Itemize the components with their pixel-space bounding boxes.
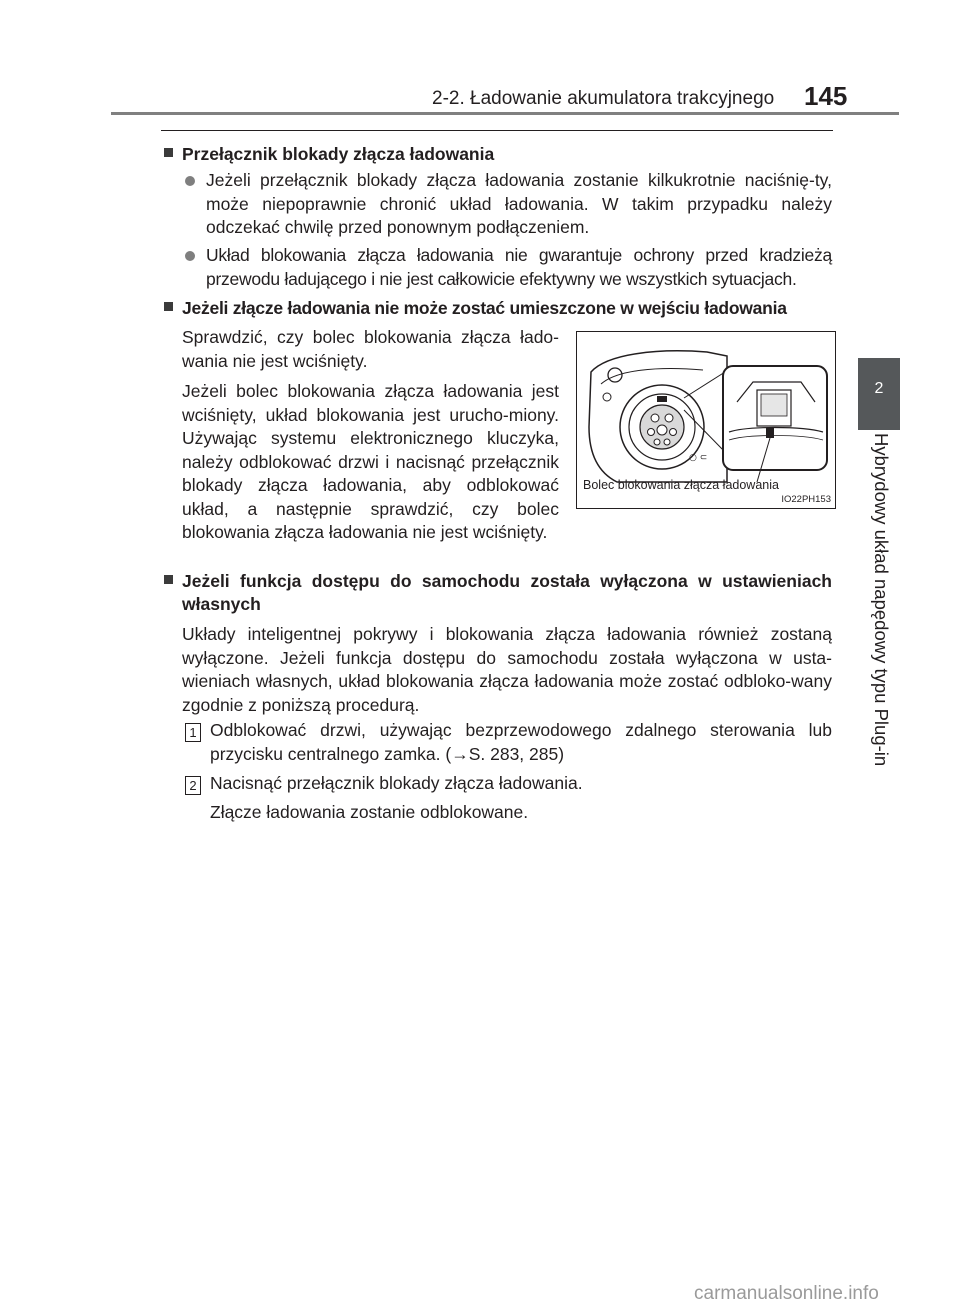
bullet-dot <box>185 251 195 261</box>
section-title: 2-2. Ładowanie akumulatora trakcyjnego <box>432 88 775 109</box>
figure-label: Bolec blokowania złącza ładowania <box>583 478 779 492</box>
watermark: carmanualsonline.info <box>694 1283 879 1304</box>
bullet-text: Jeżeli przełącznik blokady złącza ładowania zostanie kilkukrotnie naciśnię-ty, może niepoprawnie chronić układ ładowania. W takim przypadku należy odczekać chwilę przed ponownym podłączeniem. <box>206 170 832 237</box>
header-rule <box>111 112 899 115</box>
content-rule <box>161 130 833 131</box>
svg-text:○ ⊂: ○ ⊂ <box>689 453 708 463</box>
paragraph: Jeżeli bolec blokowania złącza ładowania jest wciśnięty, układ blokowania jest urucho-miony. Używając systemu elektronicznego kluczyka, należy odblokować drzwi i nacisnąć przełącznik blokady złącza ładowania, aby odblokować układ, a następnie sprawdzić, czy bolec blokowania złącza ładowania nie jest wciśnięty. <box>182 381 559 542</box>
paragraph: Układy inteligentnej pokrywy i blokowania złącza ładowania również zostaną wyłączone. Jeżeli funkcja dostępu do samochodu została wyłączona w usta-wieniach własnych, układ blokowania złącza ładowania może zostać odbloko-wany zgodnie z poniższą procedurą. <box>182 624 832 715</box>
section-marker-square <box>164 575 173 584</box>
section-marker-square <box>164 148 173 157</box>
step-text: Odblokować drzwi, używając bezprzewodowego zdalnego sterowania lub przycisku centralnego zamka. (→S. 283, 285) <box>210 720 832 764</box>
step-number-box: 1 <box>185 723 201 742</box>
paragraph: Sprawdzić, czy bolec blokowania złącza łado-wania nie jest wciśnięty. <box>182 327 559 371</box>
step-text: Nacisnąć przełącznik blokady złącza ładowania. <box>210 773 583 793</box>
section-heading: Jeżeli złącze ładowania nie może zostać umieszczone w wejściu ładowania <box>182 298 787 318</box>
chapter-number: 2 <box>874 380 884 397</box>
page-header <box>0 0 960 116</box>
charging-port-illustration <box>576 331 836 509</box>
step-number-box: 2 <box>185 776 201 795</box>
bullet-text: Układ blokowania złącza ładowania nie gwarantuje ochrony przed kradzieżą przewodu ładującego i nie jest całkowicie efektywny we wszystkich sytuacjach. <box>206 245 832 289</box>
chapter-title: Hybrydowy układ napędowy typu Plug-in <box>871 433 892 767</box>
section-heading: Jeżeli funkcja dostępu do samochodu została wyłączona w ustawieniach własnych <box>182 571 832 614</box>
chapter-tab <box>858 358 900 430</box>
section-marker-square <box>164 302 173 311</box>
section-heading: Przełącznik blokady złącza ładowania <box>182 144 495 164</box>
figure-code: IO22PH153 <box>781 494 831 505</box>
page-number: 145 <box>804 81 848 111</box>
bullet-dot <box>185 176 195 186</box>
step-result: Złącze ładowania zostanie odblokowane. <box>210 802 529 822</box>
